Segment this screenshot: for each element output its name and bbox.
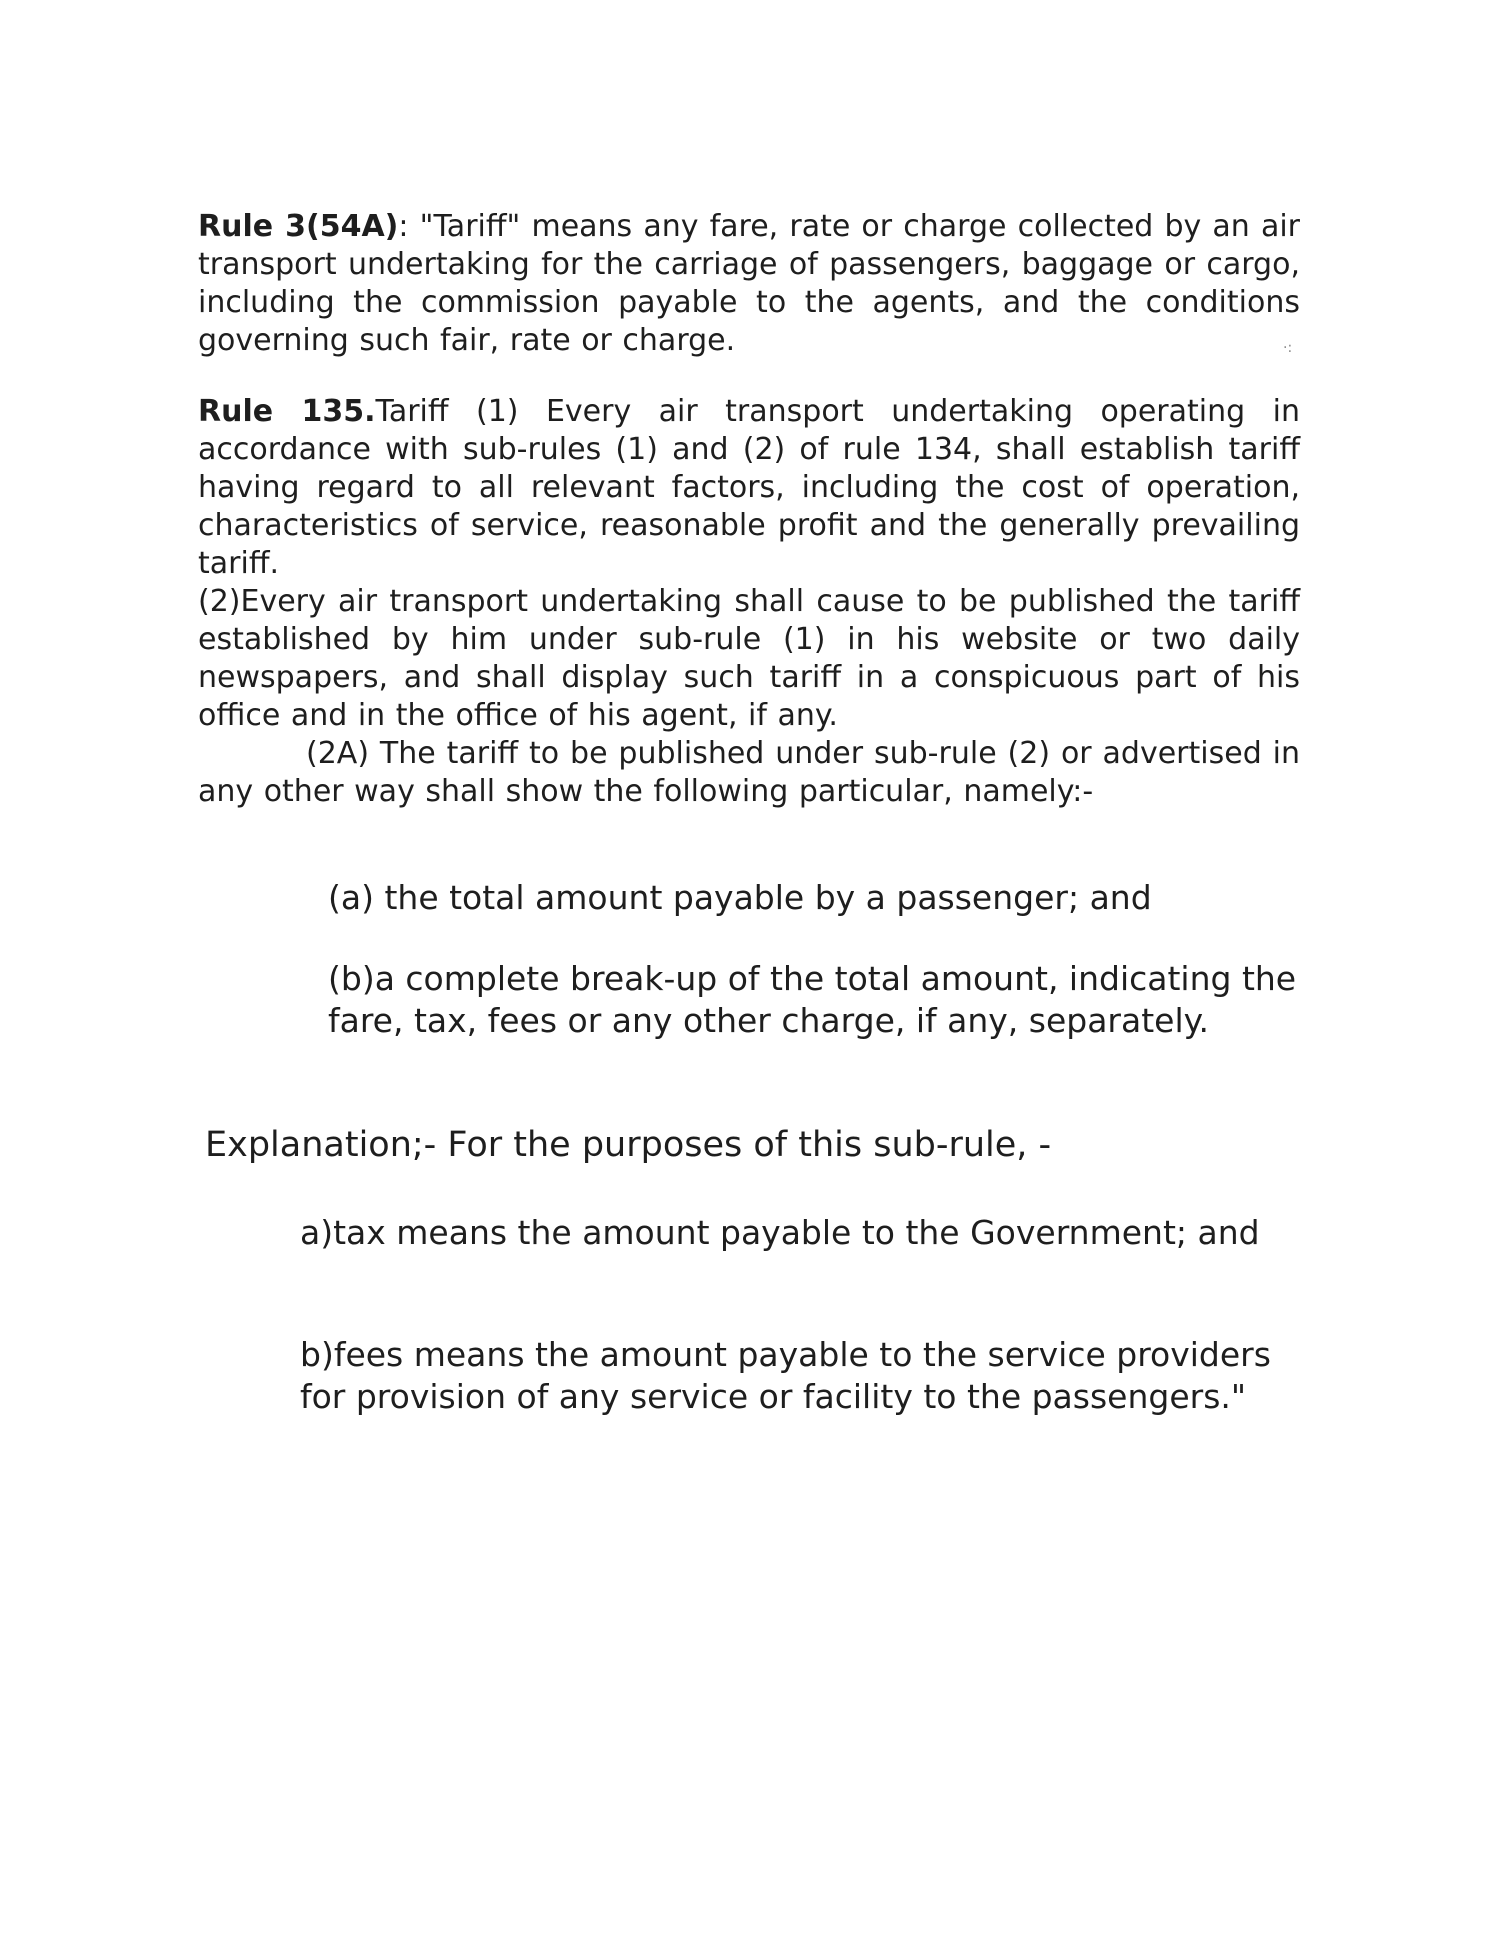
rule-3-paragraph (198, 208, 1300, 360)
rule-135-para-2-text: (2)Every air transport undertaking shall cause to be published the tariff established by him under sub-rule (1) in his website or two daily newspapers, and shall display such tariff in a conspicuous part of his office and in the office of his agent, if any. (198, 584, 1300, 733)
rule-135-heading: Rule 135. (198, 394, 376, 429)
explanation-item-a: a)tax means the amount payable to the Government; and (300, 1213, 1260, 1252)
rule-135-paragraph-2 (198, 583, 1300, 735)
rule-135-para-1-text: Tariff (1) Every air transport undertaking operating in accordance with sub-rules (1) and (2) of rule 134, shall establish tariff having regard to all relevant factors, including the cost of operation, characteristics of service, reasonable profit and the generally prevailing tariff. (198, 394, 1300, 581)
rule-135-paragraph-2a (198, 735, 1300, 811)
scan-artifact: ·: (1283, 340, 1293, 356)
rule-135-para-2a-text: (2A) The tariff to be published under sub-rule (2) or advertised in any other way shall show the following particular, namely:- (198, 736, 1300, 809)
rule-3-heading: Rule 3(54A) (198, 209, 399, 244)
rule-135-item-b: (b)a complete break-up of the total amount, indicating the fare, tax, fees or any other charge, if any, separately. (328, 959, 1297, 1040)
explanation-item-b: b)fees means the amount payable to the service providers for provision of any service or facility to the passengers." (300, 1335, 1271, 1416)
rule-135-paragraph-1 (198, 393, 1300, 583)
rule-3-text: : "Tariff" means any fare, rate or charge collected by an air transport undertaking for the carriage of passengers, baggage or cargo, including the commission payable to the agents, and the conditions governing such fair, rate or charge. (198, 209, 1300, 358)
explanation-heading: Explanation;- For the purposes of this sub-rule, - (205, 1125, 1052, 1165)
rule-135-item-a: (a) the total amount payable by a passenger; and (328, 878, 1152, 917)
